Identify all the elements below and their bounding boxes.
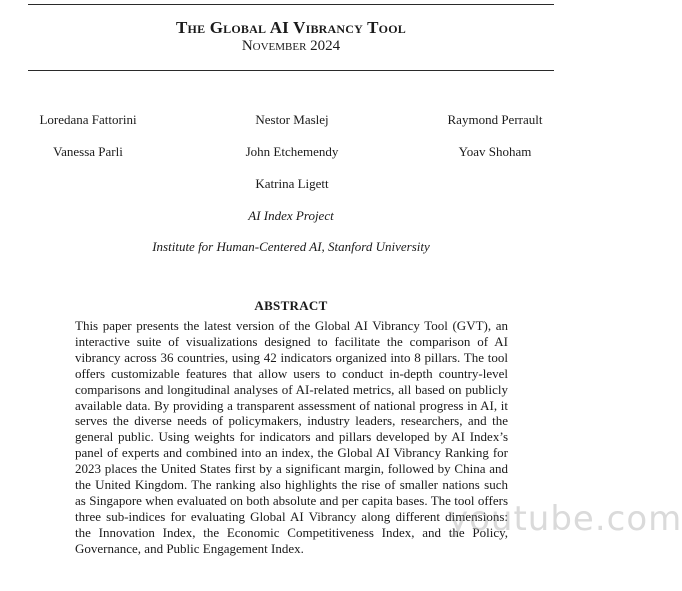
affiliation-project: AI Index Project bbox=[248, 208, 334, 223]
bottom-rule bbox=[28, 70, 554, 71]
paper-title: The Global AI Vibrancy Tool bbox=[176, 18, 406, 37]
author-name: Raymond Perrault bbox=[447, 112, 543, 127]
author-name: Nestor Maslej bbox=[255, 112, 329, 127]
abstract-heading: ABSTRACT bbox=[254, 298, 328, 313]
paper-date: November 2024 bbox=[241, 38, 341, 54]
author-name: Katrina Ligett bbox=[255, 176, 329, 191]
author-name: Vanessa Parli bbox=[53, 144, 123, 159]
abstract-text: This paper presents the latest version of the Global AI Vibrancy Tool (GVT), an interactive suite of visualizations designed to facilitate the comparison of AI vibrancy across 36 countries, using 42 indicators organized into 8 pillars. The tool offers customizable features that allow users to conduct in-depth country-level comparisons and longitudinal analyses of AI-related metrics, all based on publicly available data. By providing a transparent assessment of national progress in AI, it serves the diverse needs of policymakers, industry leaders, researchers, and the general public. Using weights for indicators and pillars developed by AI Index’s panel of experts and combined into an index, the Global AI Vibrancy Ranking for 2023 places the United States first by a significant margin, followed by China and the United Kingdom. The ranking also highlights the rise of smaller nations such as Singapore when evaluated on both absolute and per capita bases. The tool offers three sub-indices for evaluating Global AI Vibrancy along different dimensions: the Innovation Index, the Economic Competitiveness Index, and the Policy, Governance, and Public Engagement Index. bbox=[75, 318, 508, 556]
author-name: Loredana Fattorini bbox=[39, 112, 137, 127]
top-rule bbox=[28, 4, 554, 5]
affiliation-institute: Institute for Human-Centered AI, Stanford University bbox=[152, 239, 430, 254]
watermark: youtube.com bbox=[448, 499, 682, 539]
author-name: Yoav Shoham bbox=[458, 144, 532, 159]
author-name: John Etchemendy bbox=[245, 144, 339, 159]
